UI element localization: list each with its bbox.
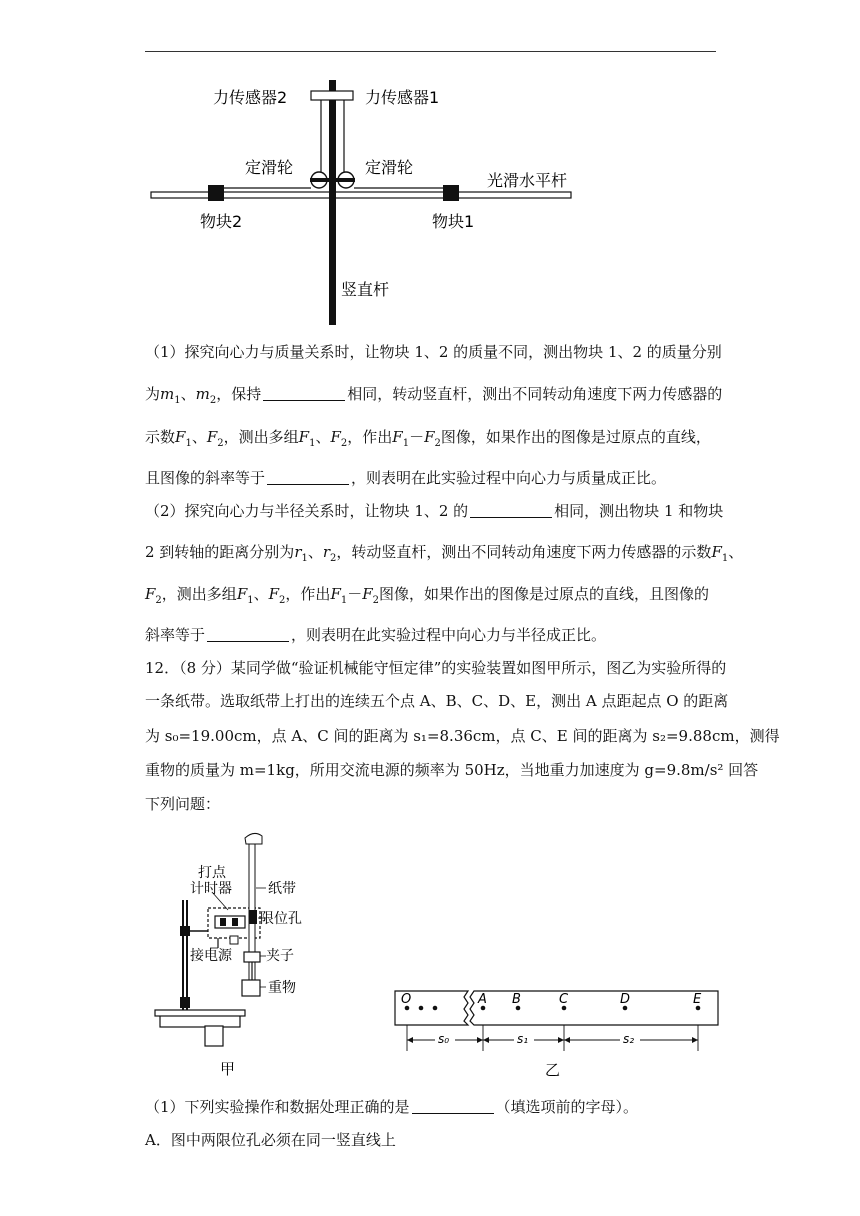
figure-yi-tape bbox=[390, 983, 725, 1083]
label-clip: 夹子 bbox=[266, 948, 294, 964]
label-tape: 纸带 bbox=[268, 881, 296, 897]
figure-rotating-apparatus bbox=[145, 75, 585, 330]
label-limit-hole: 限位孔 bbox=[260, 911, 302, 927]
answer-blank-1[interactable] bbox=[263, 386, 345, 401]
q11-p2-line1: （2）探究向心力与半径关系时，让物块 1、2 的 相同，测出物块 1 和物块 bbox=[145, 502, 724, 520]
point-C: C bbox=[559, 992, 569, 1007]
q11-p1-line1: （1）探究向心力与质量关系时，让物块 1、2 的质量不同，测出物块 1、2 的质量分别 bbox=[145, 343, 722, 361]
figure-jia-apparatus bbox=[150, 830, 340, 1080]
q11-p2-line3: $F_2$，测出多组$F_1$、$F_2$，作出$F_1-F_2$图像，如果作出的图像是过原点的直线，且图像的 bbox=[145, 585, 710, 606]
label-s2: s₂ bbox=[623, 1032, 635, 1046]
q12-sub1: （1）下列实验操作和数据处理正确的是 （填选项前的字母）。 bbox=[145, 1098, 639, 1116]
block-2 bbox=[208, 185, 224, 201]
label-s0: s₀ bbox=[438, 1032, 450, 1046]
point-B: B bbox=[512, 992, 521, 1007]
label-horizontal-rod: 光滑水平杆 bbox=[487, 171, 568, 190]
q12-line2: 一条纸带。选取纸带上打出的连续五个点 A、B、C、D、E，测出 A 点距起点 O 的距离 bbox=[145, 692, 729, 710]
q12-line1: 12．（8 分）某同学做“验证机械能守恒定律”的实验装置如图甲所示，图乙为实验所得的 bbox=[145, 659, 727, 677]
q11-p1-line3: 示数$F_1$、$F_2$，测出多组$F_1$、$F_2$，作出$F_1-F_2$图像，如果作出的图像是过原点的直线， bbox=[145, 428, 711, 449]
answer-blank-4[interactable] bbox=[207, 627, 289, 642]
force-sensor-bar bbox=[311, 91, 353, 100]
label-sensor2: 力传感器2 bbox=[213, 88, 288, 107]
q12-option-a: A．图中两限位孔必须在同一竖直线上 bbox=[145, 1131, 396, 1149]
label-pulley-left: 定滑轮 bbox=[245, 158, 294, 177]
label-sensor1: 力传感器1 bbox=[365, 88, 440, 107]
header-rule bbox=[145, 51, 716, 52]
q12-line3: 为 s₀=19.00cm，点 A、C 间的距离为 s₁=8.36cm，点 C、E 间的距离为 s₂=9.88cm，测得 bbox=[145, 727, 780, 745]
q11-p1-line2: 为$m_1$、$m_2$，保持 相同，转动竖直杆，测出不同转动角速度下两力传感器的 bbox=[145, 385, 723, 406]
label-vertical-rod: 竖直杆 bbox=[341, 280, 390, 299]
answer-blank-5[interactable] bbox=[412, 1099, 494, 1114]
label-timer-1: 打点 bbox=[198, 865, 226, 881]
label-pulley-right: 定滑轮 bbox=[365, 158, 414, 177]
point-O: O bbox=[401, 992, 412, 1007]
label-power: 接电源 bbox=[190, 948, 232, 964]
label-s1: s₁ bbox=[517, 1032, 529, 1046]
answer-blank-2[interactable] bbox=[267, 470, 349, 485]
answer-blank-3[interactable] bbox=[470, 503, 552, 518]
point-E: E bbox=[693, 992, 702, 1007]
q12-line5: 下列问题： bbox=[145, 795, 221, 813]
q11-p2-line4: 斜率等于 ，则表明在此实验过程中向心力与半径成正比。 bbox=[145, 626, 607, 644]
caption-jia: 甲 bbox=[220, 1060, 236, 1078]
label-block1: 物块1 bbox=[432, 212, 475, 231]
label-block2: 物块2 bbox=[200, 212, 243, 231]
caption-yi: 乙 bbox=[545, 1061, 561, 1079]
point-A: A bbox=[478, 992, 487, 1007]
q11-p2-line2: 2 到转轴的距离分别为$r_1$、$r_2$，转动竖直杆，测出不同转动角速度下两力传感器的示数$F_1$、 bbox=[145, 543, 744, 564]
label-timer-2: 计时器 bbox=[190, 881, 232, 897]
point-D: D bbox=[620, 992, 631, 1007]
block-1 bbox=[443, 185, 459, 201]
q11-p1-line4: 且图像的斜率等于 ，则表明在此实验过程中向心力与质量成正比。 bbox=[145, 469, 667, 487]
q12-line4: 重物的质量为 m=1kg，所用交流电源的频率为 50Hz，当地重力加速度为 g=9.8m/s² 回答 bbox=[145, 761, 759, 779]
label-weight: 重物 bbox=[268, 980, 296, 996]
